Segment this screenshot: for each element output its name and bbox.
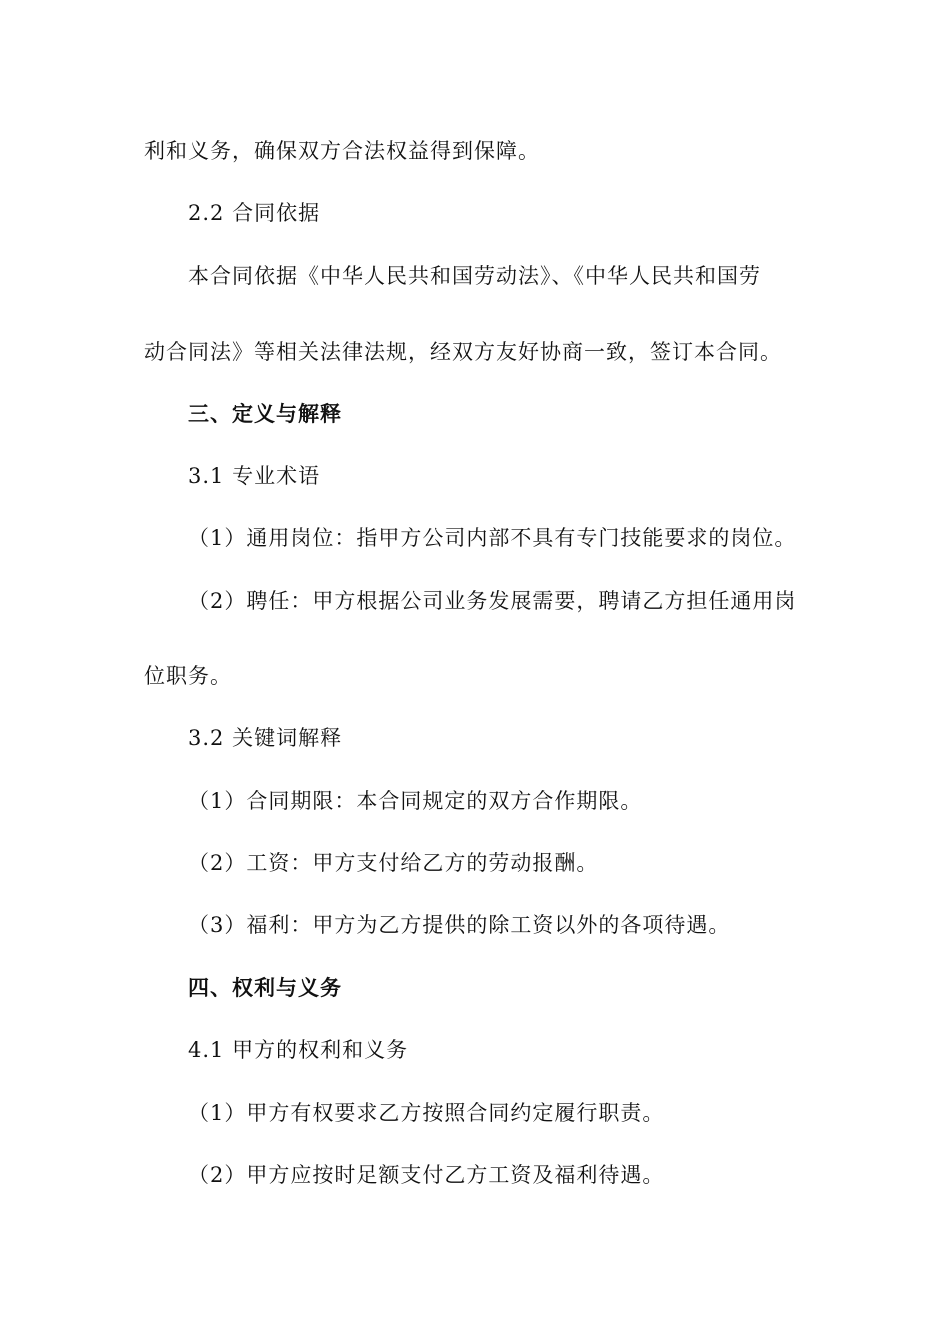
subsection-heading-3-1: 3.1 专业术语 <box>188 464 321 488</box>
list-item: （1）甲方有权要求乙方按照合同约定履行职责。 <box>188 1101 665 1125</box>
list-item: （1）通用岗位：指甲方公司内部不具有专门技能要求的岗位。 <box>188 526 797 550</box>
subsection-heading-4-1: 4.1 甲方的权利和义务 <box>188 1038 409 1062</box>
list-item: （2）工资：甲方支付给乙方的劳动报酬。 <box>188 851 599 875</box>
section-heading-3: 三、定义与解释 <box>188 401 342 426</box>
section-heading-4: 四、权利与义务 <box>188 975 342 1000</box>
list-item: （2）聘任：甲方根据公司业务发展需要，聘请乙方担任通用岗 <box>188 589 797 613</box>
paragraph-line: 本合同依据《中华人民共和国劳动法》、《中华人民共和国劳 <box>188 264 761 288</box>
list-item-continuation: 位职务。 <box>144 664 232 688</box>
subsection-heading-2-2: 2.2 合同依据 <box>188 201 321 225</box>
paragraph-line: 动合同法》等相关法律法规，经双方友好协商一致，签订本合同。 <box>144 340 782 364</box>
list-item: （2）甲方应按时足额支付乙方工资及福利待遇。 <box>188 1163 665 1187</box>
list-item: （3）福利：甲方为乙方提供的除工资以外的各项待遇。 <box>188 913 731 937</box>
subsection-heading-3-2: 3.2 关键词解释 <box>188 726 343 750</box>
paragraph-continuation: 利和义务，确保双方合法权益得到保障。 <box>144 139 540 163</box>
list-item: （1）合同期限：本合同规定的双方合作期限。 <box>188 789 643 813</box>
